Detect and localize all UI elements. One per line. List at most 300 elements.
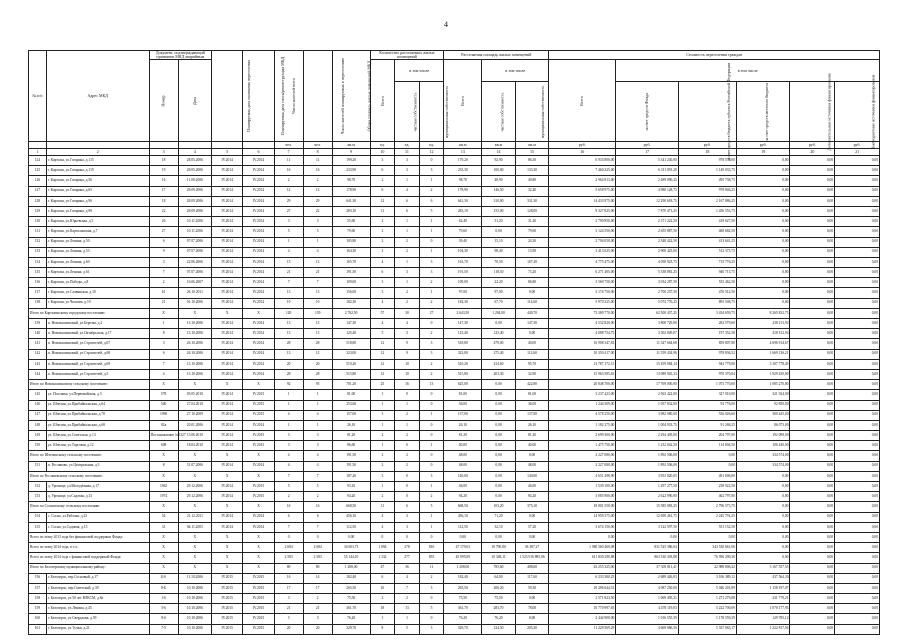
subtotal-cell: 0,00 (736, 502, 790, 512)
subtotal-cell: X (212, 308, 243, 318)
table-cell: 9 (395, 339, 420, 349)
table-cell: 128,00 (515, 206, 549, 216)
table-cell: 147,30 (515, 319, 549, 329)
subtotal-cell: 15 585 083,25 (616, 502, 679, 512)
table-cell: 1 (395, 420, 420, 430)
table-cell: 13.10.2006 (178, 359, 211, 369)
table-cell: IV.2014 (212, 186, 243, 196)
subtotal-cell: 0 (419, 532, 444, 542)
subtotal-cell: 611 830 290,88 (549, 553, 616, 563)
table-cell: 7 (303, 278, 332, 288)
address-cell: п. Новокаолиновый, ул.Строителей, д.68 (46, 349, 149, 359)
table-cell: 17 (149, 186, 178, 196)
table-cell: 12 (370, 359, 395, 369)
subtotal-cell: 2 684 (274, 543, 303, 553)
table-cell: IV.2014 (212, 176, 243, 186)
table-cell: 283,10 (332, 206, 370, 216)
table-cell: 3 (395, 512, 420, 522)
subtotal-cell: 4 651 298,90 (549, 471, 616, 481)
table-cell: IV.2014 (243, 217, 274, 227)
column-number-cell: 3 (149, 149, 178, 156)
table-cell: 1 (395, 176, 420, 186)
table-cell: 13 089 945,33 (616, 369, 679, 379)
table-cell: 139 (29, 319, 47, 329)
table-cell: IV.2015 (243, 594, 274, 604)
table-cell: 28 (303, 369, 332, 379)
address-cell: г. Белозерск, ул.Тучки, д.21 (46, 624, 149, 634)
table-cell: 1 (419, 482, 444, 492)
subtotal-cell: 0,00 (332, 532, 370, 542)
table-cell: IV.2015 (243, 614, 274, 624)
table-cell: 0,00 (835, 247, 880, 257)
table-cell: 0,00 (736, 227, 790, 237)
subtotal-cell: 625,00 (444, 380, 482, 390)
subtotal-row (29, 563, 880, 573)
address-cell: г. Белозерск, пер.Советский, д.39 (46, 583, 149, 593)
table-cell: 76,20 (444, 614, 482, 624)
header-area-incl: в том числе (482, 60, 549, 82)
subtotal-cell: 422,80 (515, 380, 549, 390)
table-cell: 414,60 (482, 359, 515, 369)
table-cell: 31,20 (482, 217, 515, 227)
resettlement-table (28, 50, 880, 635)
table-cell: 2 (419, 492, 444, 502)
table-cell: 3 (274, 431, 303, 441)
table-cell: 233,90 (332, 166, 370, 176)
unit-cell: чел. (303, 142, 332, 149)
table-cell: 9 327 025,00 (549, 206, 616, 216)
table-cell: 16 (274, 166, 303, 176)
table-cell: 0,00 (790, 400, 835, 410)
subtotal-cell: 0 (395, 471, 420, 481)
table-cell: 6 (370, 186, 395, 196)
table-cell: 0,00 (790, 482, 835, 492)
table-cell: 2 (419, 359, 444, 369)
table-cell: 70,50 (482, 257, 515, 267)
table-cell: 124,50 (482, 624, 515, 634)
table-cell: 0,00 (835, 441, 880, 451)
table-cell: 3 124 550,00 (549, 227, 616, 237)
subtotal-cell: 2 583 (303, 553, 332, 563)
subtotal-cell: X (212, 471, 243, 481)
table-cell: IV.2015 (212, 583, 243, 593)
column-numbers-row (29, 149, 880, 156)
subtotal-cell: 16 (395, 380, 420, 390)
table-cell: 0,00 (835, 522, 880, 532)
table-cell: 0,00 (790, 257, 835, 267)
table-cell: 6 311 091,20 (616, 166, 679, 176)
unit-cell: руб. (616, 142, 679, 149)
subtotal-cell: X (212, 451, 243, 461)
address-cell: с. Сосна, ул.Садовая, д.15 (46, 522, 149, 532)
header-rooms-qty: Количество расселяемых жилых помещений (370, 51, 444, 60)
address-cell: д. Урочище, ул.Молодёжная, д.17 (46, 482, 149, 492)
table-cell: 16 (149, 176, 178, 186)
table-cell: 54 (149, 512, 178, 522)
table-cell: 147,30 (444, 319, 482, 329)
table-cell: 4 669 686,56 (616, 624, 679, 634)
table-cell: 1 (395, 278, 420, 288)
table-cell: 4 (303, 461, 332, 471)
table-cell: 4 (370, 298, 395, 308)
address-cell: г. Белозерск, ул.Ленина, д.45 (46, 604, 149, 614)
table-cell: 5 658 975,00 (549, 186, 616, 196)
subtotal-cell: 55 144,10 (332, 553, 370, 563)
table-cell: 510,20 (332, 359, 370, 369)
table-cell: 3 (274, 217, 303, 227)
table-cell: 0 (419, 594, 444, 604)
table-cell: 6 271 405,00 (549, 268, 616, 278)
table-cell: 27 (274, 206, 303, 216)
table-cell: 2 700 237,50 (616, 288, 679, 298)
table-cell: 0,00 (790, 461, 835, 471)
table-cell: 940 713,75 (678, 268, 736, 278)
subtotal-cell: 11 (370, 502, 395, 512)
table-cell: 0,00 (835, 482, 880, 492)
table-cell: 146,50 (482, 186, 515, 196)
table-row (29, 594, 880, 604)
table-cell: 10 (395, 359, 420, 369)
table-cell: 0 (419, 420, 444, 430)
table-cell: 2 (419, 186, 444, 196)
subtotal-cell: X (149, 553, 178, 563)
table-cell: 142 (29, 349, 47, 359)
table-cell: 4 696 914,67 (736, 339, 790, 349)
table-cell: 11 (274, 156, 303, 166)
table-cell: 0 (419, 461, 444, 471)
subtotal-cell: 5 (419, 502, 444, 512)
table-cell: 197 352,58 (678, 329, 736, 339)
table-cell: 321 924,00 (736, 390, 790, 400)
table-cell: 2 227 080,00 (549, 461, 616, 471)
table-cell: 0,00 (790, 166, 835, 176)
table-cell: 27.10.2009 (178, 410, 211, 420)
table-cell: 2 (303, 492, 332, 502)
table-cell: 13 (274, 329, 303, 339)
table-cell: 4 (395, 573, 420, 583)
table-cell: 1 057 832,00 (616, 400, 679, 410)
table-cell: 10.10.2006 (178, 614, 211, 624)
subtotal-row (29, 308, 880, 318)
table-cell: 4 088 754,75 (549, 329, 616, 339)
address-cell: г. Карталы, ул.Ленина, д.50 (46, 237, 149, 247)
table-cell: 0 (419, 156, 444, 166)
header-rooms-area: Расселяемая площадь жилых помещений (444, 51, 549, 60)
subtotal-title: Итого по Новокаолиновому сельскому поселению: (29, 380, 150, 390)
table-cell: 0,00 (790, 441, 835, 451)
column-number-cell: 10 (370, 149, 395, 156)
address-cell: ул. Шчелин, ул.Прибайкальская, д.64 (46, 400, 149, 410)
table-cell: 1 (274, 237, 303, 247)
table-cell: 4 (274, 410, 303, 420)
table-cell: 3 (303, 431, 332, 441)
table-cell: 1 (395, 614, 420, 624)
header-area-all: Всего (444, 60, 482, 142)
table-cell: IV.2015 (212, 573, 243, 583)
header-cost-fund: за счет средств Фонда (616, 82, 679, 142)
table-cell: 0,00 (790, 390, 835, 400)
table-cell: 0,00 (736, 237, 790, 247)
table-cell: 7 (395, 583, 420, 593)
subtotal-row (29, 553, 880, 563)
table-cell: 1 (370, 441, 395, 451)
table-cell: 156,00 (332, 288, 370, 298)
table-cell: 6 (395, 196, 420, 206)
table-cell: 18 (149, 156, 178, 166)
table-cell: IV.2014 (243, 349, 274, 359)
table-cell: 178,90 (332, 186, 370, 196)
table-cell: 1 182 275,00 (549, 420, 616, 430)
table-cell: 0 (395, 390, 420, 400)
table-cell: 28 (274, 369, 303, 379)
subtotal-cell: 0,00 (482, 451, 515, 461)
table-cell: 0,00 (736, 166, 790, 176)
subtotal-cell: 668,50 (332, 502, 370, 512)
table-cell: IV.2015 (243, 441, 274, 451)
subtotal-cell: X (149, 451, 178, 461)
table-cell: 0,00 (835, 390, 880, 400)
table-cell: 551 152,50 (678, 522, 736, 532)
table-cell: 13 (303, 329, 332, 339)
table-cell: 1 (303, 400, 332, 410)
table-cell: 468 682,50 (678, 227, 736, 237)
subtotal-row (29, 502, 880, 512)
subtotal-cell: 1 294,00 (482, 308, 515, 318)
table-cell: IV.2014 (243, 257, 274, 267)
table-cell: 13 787 172,15 (549, 359, 616, 369)
table-cell: 5 337 065,17 (678, 624, 736, 634)
table-cell: 18 (149, 196, 178, 206)
subtotal-cell: 140,00 (515, 471, 549, 481)
table-cell: IV.2014 (212, 420, 243, 430)
table-cell: 0,00 (835, 594, 880, 604)
table-cell: 6 (149, 237, 178, 247)
table-cell: 0,00 (835, 431, 880, 441)
table-cell: 2 (395, 410, 420, 420)
table-cell: 7 (149, 359, 178, 369)
table-cell: 6 (274, 512, 303, 522)
table-cell: 0,00 (835, 492, 880, 502)
table-cell: 157,00 (332, 410, 370, 420)
subtotal-cell: X (212, 380, 243, 390)
table-cell: 128 (29, 196, 47, 206)
table-cell: 1 475 750,00 (549, 441, 616, 451)
table-cell: 0,00 (736, 268, 790, 278)
table-cell: 3 502 849,07 (616, 329, 679, 339)
subtotal-cell: 0,00 (790, 308, 835, 318)
subtotal-title: Итого по Шчелинскому сельскому поселению: (29, 451, 150, 461)
subtotal-cell: 0,00 (790, 451, 835, 461)
unit-cell: ед. (395, 142, 420, 149)
table-cell: IV.2014 (243, 420, 274, 430)
table-cell: 0,00 (835, 268, 880, 278)
table-cell: 148 (29, 420, 47, 430)
table-cell: 2 (395, 594, 420, 604)
table-cell: 456,10 (444, 512, 482, 522)
table-cell: 253,60 (332, 400, 370, 410)
table-cell: IV.2015 (243, 604, 274, 614)
table-cell: 1990 (149, 410, 178, 420)
table-cell: 1 004 933,75 (616, 420, 679, 430)
table-cell: 2 (419, 298, 444, 308)
table-cell: 1 (274, 390, 303, 400)
subtotal-cell: 3 434 659,75 (678, 308, 736, 318)
table-cell: 0,00 (790, 573, 835, 583)
table-cell: 2 294 405,00 (616, 431, 679, 441)
table-cell: 3 (274, 441, 303, 451)
table-cell: 5 970 325,00 (549, 298, 616, 308)
table-cell: 2 167 886,25 (678, 196, 736, 206)
table-cell: 2 (370, 176, 395, 186)
table-cell: 5 (303, 227, 332, 237)
table-cell: 0,00 (515, 329, 549, 339)
subtotal-cell: 0 (395, 532, 420, 542)
table-cell: 0,00 (482, 461, 515, 471)
table-cell: 29 (303, 196, 332, 206)
header-cost-total: Всего (549, 60, 616, 142)
table-cell: IV.2014 (243, 369, 274, 379)
subtotal-cell: 1 523 916 885,06 (515, 553, 549, 563)
table-cell: 32,90 (515, 369, 549, 379)
table-cell: 4 (370, 512, 395, 522)
table-cell: 157 (29, 583, 47, 593)
header-doc-no: Номер (149, 60, 178, 142)
table-row (29, 492, 880, 502)
header-rooms-municipal: муниципальная собственность (419, 82, 444, 142)
table-cell: 28.05.2006 (178, 156, 211, 166)
table-cell: 2 (395, 461, 420, 471)
unit-cell: кв.м (444, 142, 482, 149)
unit-cell: руб. (736, 142, 790, 149)
subtotal-cell: 2 796 573,75 (678, 502, 736, 512)
table-cell: 20 (274, 624, 303, 634)
table-cell: 11.10.2006 (178, 573, 211, 583)
table-cell: 153 (29, 492, 47, 502)
subtotal-cell: 2 684 (303, 543, 332, 553)
subtotal-cell: X (149, 308, 178, 318)
table-cell: IV.2015 (212, 604, 243, 614)
table-cell: 462 797,00 (678, 492, 736, 502)
table-cell: 3 (419, 257, 444, 267)
subtotal-cell: 3 (419, 471, 444, 481)
subtotal-title: Итого по Сосновскому сельскому поселению: (29, 502, 150, 512)
table-row (29, 369, 880, 379)
table-cell: 109,00 (332, 278, 370, 288)
table-cell: 0 (419, 431, 444, 441)
table-cell: 104,30 (444, 247, 482, 257)
table-row (29, 614, 880, 624)
table-cell: 1 (370, 482, 395, 492)
table-cell: 1 158 197,07 (736, 583, 790, 593)
table-cell: 0,00 (736, 247, 790, 257)
subtotal-cell: 37 305 811,41 (616, 563, 679, 573)
table-row (29, 217, 880, 227)
subtotal-cell: 6 (395, 502, 420, 512)
table-row (29, 247, 880, 257)
table-cell: 5 (274, 482, 303, 492)
table-cell: 515,80 (444, 369, 482, 379)
table-cell: 3 (395, 166, 420, 176)
table-cell: 310,00 (482, 196, 515, 206)
unit-cell: кв.м (332, 142, 370, 149)
table-cell: 3 (419, 349, 444, 359)
table-cell: 5 074 776,25 (616, 298, 679, 308)
table-cell: IV.2014 (243, 339, 274, 349)
table-cell: 3 (303, 614, 332, 624)
column-number-cell: 4 (178, 149, 211, 156)
table-cell: IV.2014 (243, 156, 274, 166)
subtotal-cell: 10 790,80 (482, 543, 515, 553)
table-cell: 15 459 084,14 (616, 359, 679, 369)
table-row (29, 288, 880, 298)
subtotal-cell: 2 762,50 (332, 308, 370, 318)
table-cell: 1-6 (149, 594, 178, 604)
table-cell: 0,00 (736, 196, 790, 206)
resettlement-table-sheet (28, 50, 880, 631)
subtotal-cell: 22 988 806,42 (678, 563, 736, 573)
header-cost-incl: в том числе (616, 60, 880, 82)
table-cell: 2 (395, 431, 420, 441)
subtotal-cell: 701,20 (332, 380, 370, 390)
subtotal-cell: X (212, 502, 243, 512)
table-cell: 32,40 (515, 186, 549, 196)
table-cell: 62,40 (444, 217, 482, 227)
table-cell: 92 850,00 (736, 400, 790, 410)
table-cell: 0,00 (736, 492, 790, 502)
table-cell: 0,00 (482, 420, 515, 430)
table-row (29, 624, 880, 634)
table-cell: 1 (303, 237, 332, 247)
header-cost: Стоимость переселения граждан (549, 51, 880, 60)
table-cell: 16 (274, 573, 303, 583)
table-cell: 978 836,52 (678, 349, 736, 359)
table-cell: IV.2014 (212, 268, 243, 278)
header-area-municipal: муниципальная собственность (515, 82, 549, 142)
address-cell: г. Карталы, ул.Гагарина, д.115 (46, 156, 149, 166)
subtotal-cell: X (149, 502, 178, 512)
table-cell: 7-5 (149, 624, 178, 634)
table-cell: 0,00 (482, 482, 515, 492)
table-cell: 3 (370, 288, 395, 298)
table-cell: 3 176 750,00 (549, 288, 616, 298)
table-row (29, 441, 880, 451)
table-cell: 73,20 (515, 268, 549, 278)
subtotal-cell: 277 (395, 553, 420, 563)
address-cell: п. Новокаолиновый, ул.Октябрьская, д.17 (46, 329, 149, 339)
table-cell: 0 (419, 390, 444, 400)
table-cell: 0,00 (835, 298, 880, 308)
table-cell: 3 (395, 522, 420, 532)
table-cell: 2 (395, 237, 420, 247)
table-cell: 1 297 277,50 (616, 482, 679, 492)
table-cell: 75,50 (482, 594, 515, 604)
table-cell: 4 (303, 410, 332, 420)
table-cell: 0,00 (835, 156, 880, 166)
table-cell: 49,80 (515, 176, 549, 186)
table-cell: 300 445,00 (736, 410, 790, 420)
table-cell: 2 964 813,00 (549, 176, 616, 186)
table-cell: 22,20 (482, 278, 515, 288)
table-cell: 179,20 (444, 156, 482, 166)
table-cell: 29.12.2006 (178, 492, 211, 502)
table-cell: 3 (370, 410, 395, 420)
subtotal-cell: 45 095,09 (444, 553, 482, 563)
table-cell: 0,00 (790, 522, 835, 532)
subtotal-cell: 139 (303, 308, 332, 318)
subtotal-cell: 140,00 (444, 471, 482, 481)
table-cell: 8-Б (149, 583, 178, 593)
subtotal-cell: 0,00 (790, 471, 835, 481)
